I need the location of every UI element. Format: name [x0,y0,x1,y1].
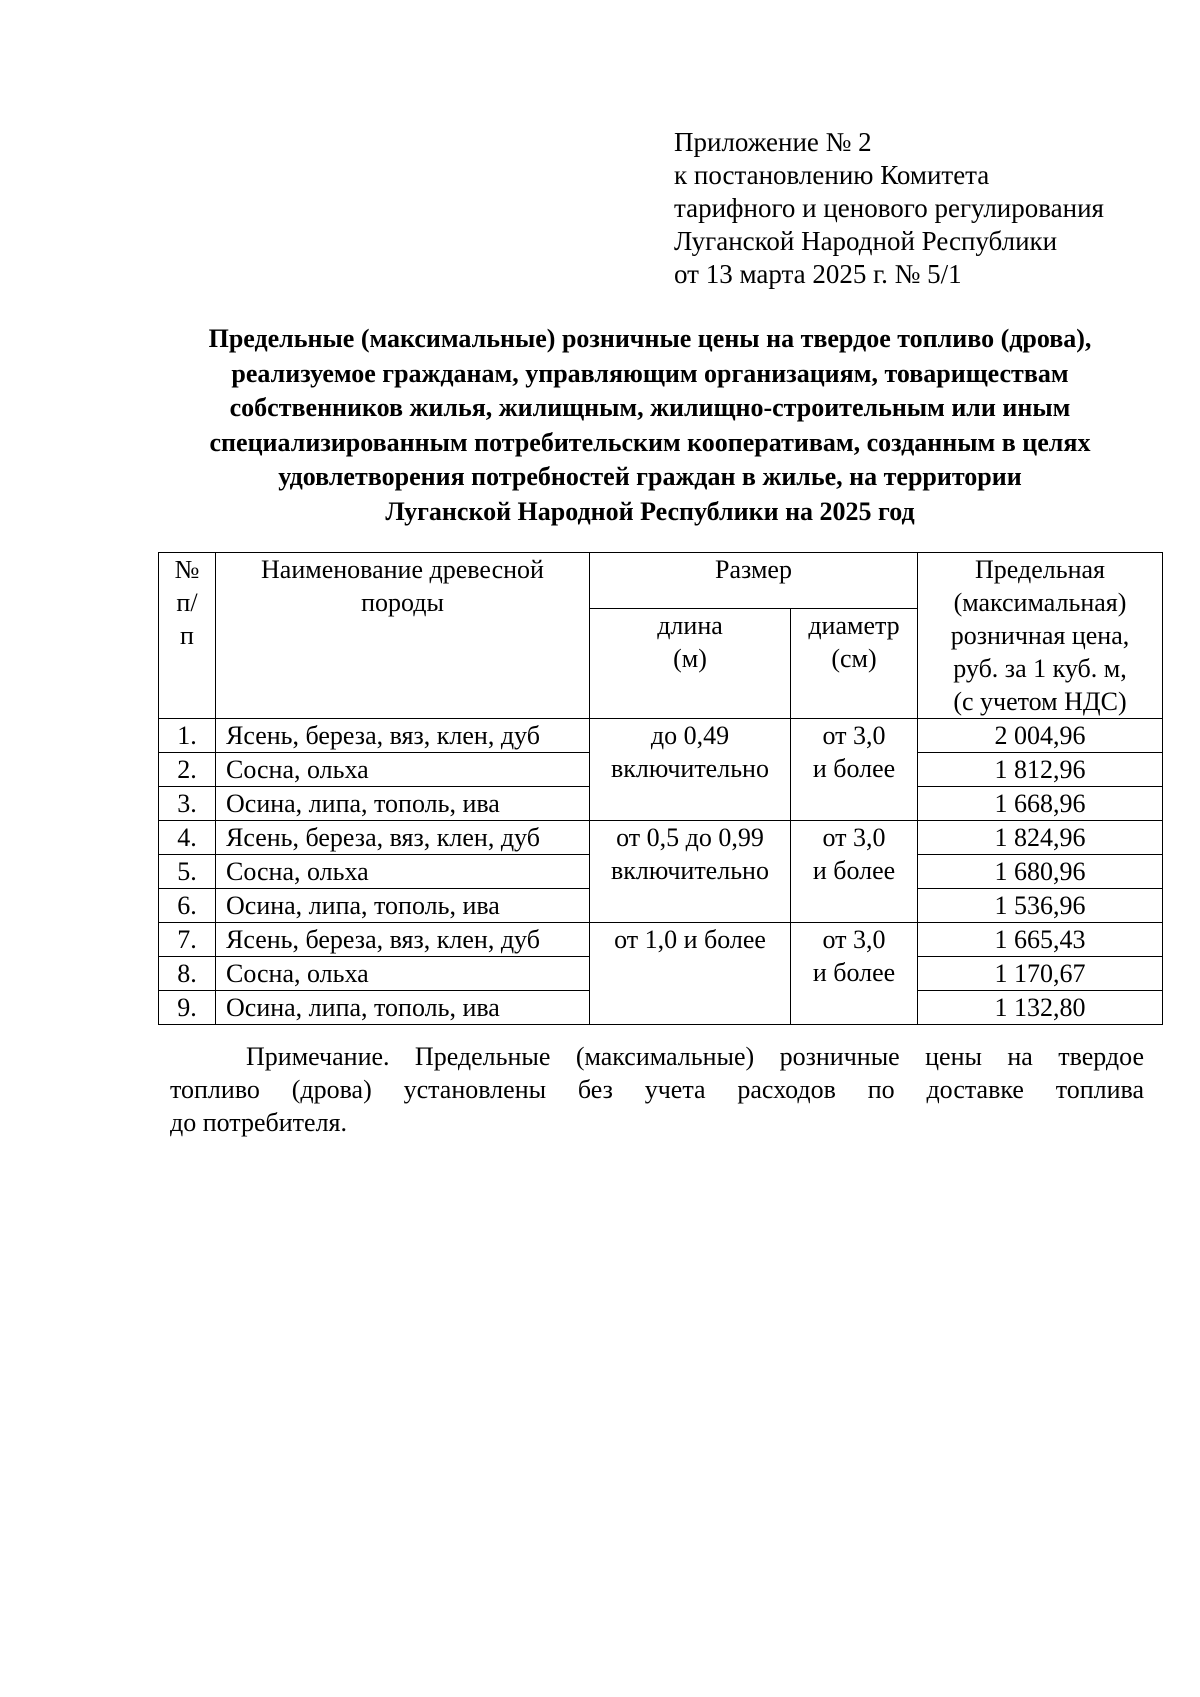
note-paragraph [170,1040,1144,1139]
annex-line: от 13 марта 2025 г. № 5/1 [674,259,962,289]
row-num: 7. [159,923,216,957]
header-name-line: породы [361,588,444,617]
header-length [590,608,791,718]
row-price: 1 824,96 [918,821,1163,855]
row-num: 9. [159,991,216,1025]
row-price: 1 812,96 [918,753,1163,787]
header-diameter-line: (см) [831,643,877,673]
annex-line: Луганской Народной Республики [674,226,1058,256]
row-length [590,719,791,821]
header-price-line: руб. за 1 куб. м, [953,654,1127,683]
length-line: от 0,5 до 0,99 [616,823,764,852]
header-length-line: длина [657,610,723,640]
annex-line: Приложение № 2 [674,127,872,157]
row-wood-species: Осина, липа, тополь, ива [216,787,590,821]
row-num: 5. [159,855,216,889]
header-num-line: п [180,621,194,650]
header-price-line: (максимальная) [953,588,1127,617]
row-num: 3. [159,787,216,821]
row-price: 2 004,96 [918,719,1163,753]
document-title [150,322,1150,529]
title-line: собственников жилья, жилищным, жилищно-строительным или иным [229,393,1071,422]
row-num: 2. [159,753,216,787]
header-price-line: розничная цена, [950,621,1130,650]
note-line: Примечание. Предельные (максимальные) розничные цены на твердое [246,1042,1144,1071]
diameter-line: и более [812,856,896,885]
header-diameter [791,608,918,718]
annex-header [674,126,1104,291]
row-price: 1 132,80 [918,991,1163,1025]
row-price: 1 680,96 [918,855,1163,889]
row-diameter [791,821,918,923]
length-line: включительно [611,754,769,783]
header-price-line: Предельная [975,555,1105,584]
row-wood-species: Сосна, ольха [216,855,590,889]
title-line: специализированным потребительским кооперативам, созданным в целях [209,427,1091,457]
row-price: 1 536,96 [918,889,1163,923]
row-diameter [791,923,918,1025]
header-size: Размер [590,553,918,609]
table-header-row [159,553,1163,609]
row-length [590,821,791,923]
row-num: 8. [159,957,216,991]
length-line: от 1,0 и более [614,925,766,954]
annex-line: тарифного и ценового регулирования [674,193,1104,223]
header-name [216,553,590,719]
diameter-line: от 3,0 [822,721,886,750]
row-wood-species: Ясень, береза, вяз, клен, дуб [216,923,590,957]
row-price: 1 668,96 [918,787,1163,821]
row-wood-species: Сосна, ольха [216,753,590,787]
row-wood-species: Ясень, береза, вяз, клен, дуб [216,821,590,855]
header-num-line: № [174,555,200,584]
row-num: 6. [159,889,216,923]
row-wood-species: Сосна, ольха [216,957,590,991]
diameter-line: от 3,0 [822,925,886,954]
row-price: 1 665,43 [918,923,1163,957]
diameter-line: и более [812,958,896,987]
header-length-line: (м) [673,643,707,673]
row-wood-species: Осина, липа, тополь, ива [216,991,590,1025]
length-line: до 0,49 [650,721,730,750]
diameter-line: и более [812,754,896,783]
header-price-line: (с учетом НДС) [953,687,1127,716]
header-diameter-line: диаметр [808,610,900,640]
title-line: удовлетворения потребностей граждан в жилье, на территории [278,462,1022,491]
title-line: реализуемое гражданам, управляющим организациям, товариществам [231,358,1069,388]
header-name-line: Наименование древесной [261,555,544,584]
note-line: топливо (дрова) установлены без учета расходов по доставке топлива [170,1075,1144,1104]
row-diameter [791,719,918,821]
note-line: до потребителя. [170,1108,347,1137]
table-row [159,821,1163,855]
header-num-line: п/ [176,588,198,617]
header-num [159,553,216,719]
row-wood-species: Ясень, береза, вяз, клен, дуб [216,719,590,753]
table-row [159,719,1163,753]
row-num: 4. [159,821,216,855]
row-length [590,923,791,1025]
row-num: 1. [159,719,216,753]
annex-line: к постановлению Комитета [674,160,990,190]
diameter-line: от 3,0 [822,823,886,852]
table-row [159,923,1163,957]
header-price [918,553,1163,719]
price-table [158,552,1163,1025]
title-line: Луганской Народной Республики на 2025 год [385,496,915,526]
row-wood-species: Осина, липа, тополь, ива [216,889,590,923]
length-line: включительно [611,856,769,885]
row-price: 1 170,67 [918,957,1163,991]
title-line: Предельные (максимальные) розничные цены на твердое топливо (дрова), [208,324,1092,353]
